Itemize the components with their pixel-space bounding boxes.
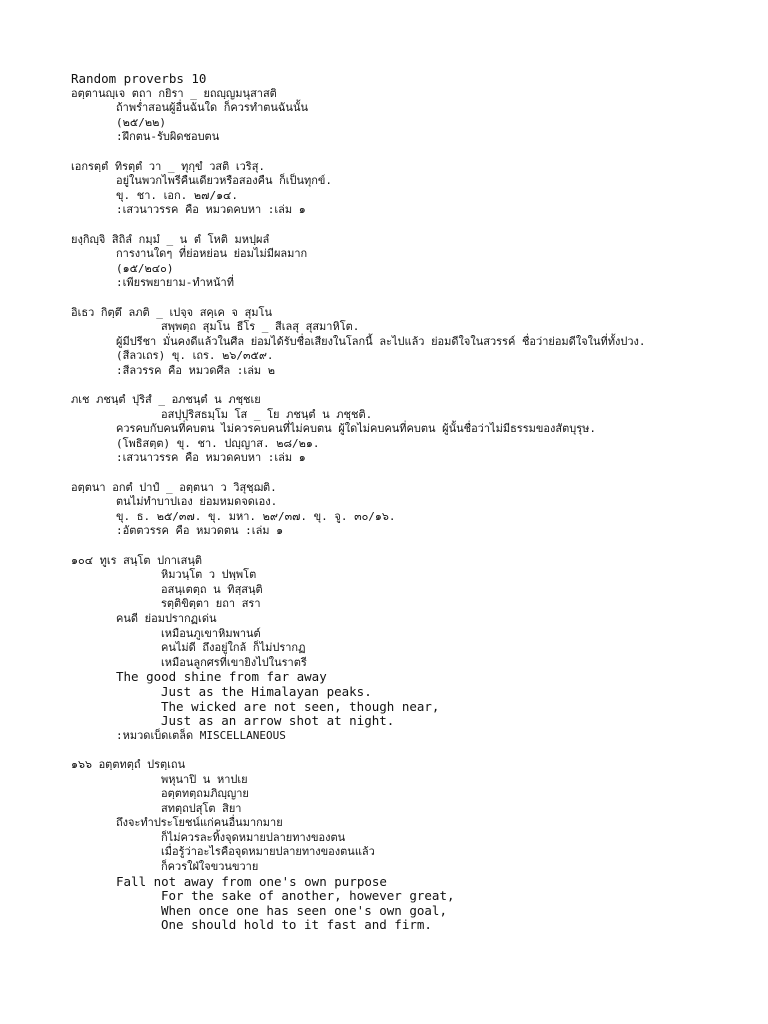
proverb-list <box>71 87 751 933</box>
proverb-line: อยู่ในพวกไพรีคืนเดียวหรือสองคืน ก็เป็นทุกข์. <box>116 174 333 188</box>
proverb-line: ภเช ภชนฺตํ ปุริสํ _ อภชนฺตํ น ภชฺชเย <box>71 393 261 407</box>
proverb-line: ผู้มีปรีชา มั่นคงดีแล้วในศีล ย่อมได้รับชื่อเสียงในโลกนี้ ละไปแล้ว ย่อมดีใจในสวรรค์ ชื่อว่าย่อมดีใจในที่ทั้งปวง. <box>116 334 646 348</box>
document-title: Random proverbs 10 <box>71 71 207 86</box>
proverb-line: เมื่อรู้ว่าอะไรคือจุดหมายปลายทางของตนแล้ว <box>161 845 375 859</box>
proverb-line: ถึงจะทำประโยชน์แก่คนอื่นมากมาย <box>116 816 283 830</box>
blank-line <box>71 466 751 481</box>
blank-line <box>71 743 751 758</box>
proverb-line: (๒๕/๒๒) <box>116 115 166 129</box>
proverb-line: อตฺตนา อกตํ ปาปํ _ อตฺตนา ว วิสุชฺฌติ. <box>71 480 277 494</box>
proverb-line: (๑๕/๒๔๐) <box>116 261 174 275</box>
proverb-line: :อัตตวรรค คือ หมวดตน :เล่ม ๑ <box>116 524 284 538</box>
proverb-line: ขุ. ธ. ๒๕/๓๗. ขุ. มหา. ๒๙/๓๗. ขุ. จู. ๓๐/๑๖. <box>116 509 396 523</box>
proverb-line: ๑๖๖ อตฺตทตฺถํ ปรตฺเถน <box>71 757 186 771</box>
english-translation-line: One should hold to it fast and firm. <box>161 917 432 933</box>
proverb-line: ถ้าพร่ำสอนผู้อื่นฉันใด ก็ควรทำตนฉันนั้น <box>116 101 308 115</box>
proverb-line: พหุนาปิ น หาปเย <box>161 772 248 786</box>
proverb-line: :เสวนาวรรค คือ หมวดคบหา :เล่ม ๑ <box>116 203 306 217</box>
proverb-line: เหมือนภูเขาหิมพานต์ <box>161 626 261 640</box>
blank-line <box>71 145 751 160</box>
proverb-line: สทตฺถปสุโต สิยา <box>161 801 242 815</box>
proverb-line: คนดี ย่อมปรากฏเด่น <box>116 611 217 625</box>
proverb-line: อิเธว กิตฺตึ ลภติ _ เปจฺจ สคฺเค จ สุมโน <box>71 305 272 319</box>
blank-line <box>71 378 751 393</box>
proverb-line: (โพธิสตฺต) ขุ. ชา. ปญฺญาส. ๒๘/๒๑. <box>116 436 320 450</box>
blank-line <box>71 539 751 554</box>
blank-line <box>71 291 751 306</box>
proverb-line: อตฺตทตฺถมภิญฺญาย <box>161 787 249 801</box>
blank-line <box>71 218 751 233</box>
proverb-line: อสนฺเตตฺถ น ทิสฺสนฺติ <box>161 582 263 596</box>
proverb-line: รตฺติขิตฺตา ยถา สรา <box>161 597 261 611</box>
proverb-line: อสปฺปุริสธมฺโม โส _ โย ภชนฺตํ น ภชฺชติ. <box>161 407 373 421</box>
proverb-line: :สีลวรรค คือ หมวดศีล :เล่ม ๒ <box>116 363 276 377</box>
proverb-line: การงานใดๆ ที่ย่อหย่อน ย่อมไม่มีผลมาก <box>116 247 308 261</box>
proverb-line: ขุ. ชา. เอก. ๒๗/๑๔. <box>116 188 238 202</box>
english-translation-line: For the sake of another, however great, <box>161 888 455 904</box>
english-translation-line: The wicked are not seen, though near, <box>161 698 440 714</box>
english-translation-line: Just as the Himalayan peaks. <box>161 683 372 699</box>
proverb-line: :หมวดเบ็ดเตล็ด MISCELLANEOUS <box>116 728 286 742</box>
english-translation-line: Just as an arrow shot at night. <box>161 713 395 729</box>
proverb-line: ๑๐๔ ทูเร สนฺโต ปกาเสนฺติ <box>71 553 203 567</box>
proverb-line: :เสวนาวรรค คือ หมวดคบหา :เล่ม ๑ <box>116 451 306 465</box>
proverb-line: ก็ควรใฝ่ใจขวนขวาย <box>161 860 259 874</box>
proverb-line: ก็ไม่ควรละทิ้งจุดหมายปลายทางของตน <box>161 830 346 844</box>
proverb-line: เหมือนลูกศรที่เขายิงไปในราตรี <box>161 655 307 669</box>
proverb-line: คนไม่ดี ถึงอยู่ใกล้ ก็ไม่ปรากฏ <box>161 641 306 655</box>
english-translation-line: When once one has seen one's own goal, <box>161 902 447 918</box>
document-page <box>71 72 751 933</box>
proverb-line: หิมวนฺโต ว ปพฺพโต <box>161 568 257 582</box>
proverb-line: ควรคบกับคนที่คบตน ไม่ควรคบคนที่ไม่คบตน ผู้ใดไม่คบคนที่คบตน ผู้นั้นชื่อว่าไม่มีธรรมของสัตบุรุษ. <box>116 422 596 436</box>
proverb-line: ยงฺกิญฺจิ สิถิลํ กมฺมํ _ น ตํ โหติ มหปฺผลํ <box>71 232 270 246</box>
proverb-line: เอกรตฺตํ ทิรตฺตํ วา _ ทุกฺขํ วสติ เวริสุ. <box>71 159 266 173</box>
proverb-line: :เพียรพยายาม-ทำหน้าที่ <box>116 276 234 290</box>
proverb-line: (สีลวเถร) ขุ. เถร. ๒๖/๓๕๙. <box>116 349 274 363</box>
proverb-line: สพฺพตฺถ สุมโน ธีโร _ สีเลสุ สุสมาหิโต. <box>161 320 360 334</box>
english-translation-line: The good shine from far away <box>116 669 327 685</box>
proverb-line: อตฺตานญฺเจ ตถา กยิรา _ ยถญฺญมนุสาสติ <box>71 86 277 100</box>
proverb-line: ตนไม่ทำบาปเอง ย่อมหมดจดเอง. <box>116 495 278 509</box>
english-translation-line: Fall not away from one's own purpose <box>116 873 387 889</box>
proverb-line: :ฝึกตน-รับผิดชอบตน <box>116 130 220 144</box>
